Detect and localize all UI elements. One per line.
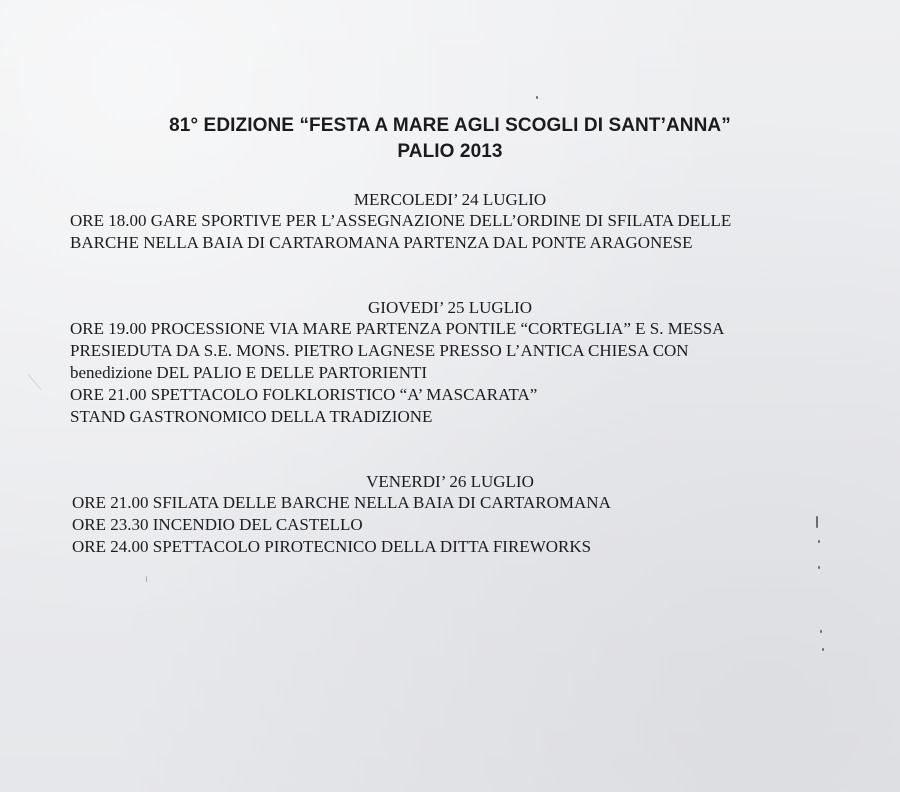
day-heading-wednesday: MERCOLEDI’ 24 LUGLIO [353,190,547,209]
schedule-line: ORE 18.00 GARE SPORTIVE PER L’ASSEGNAZIONE DELL’ORDINE DI SFILATA DELLE [70,211,732,230]
scan-speck [818,566,820,569]
schedule-line: STAND GASTRONOMICO DELLA TRADIZIONE [70,407,433,426]
scan-speck [820,630,822,633]
scan-speck [816,516,818,528]
schedule-line: BARCHE NELLA BAIA DI CARTAROMANA PARTENZA DAL PONTE ARAGONESE [70,233,693,252]
day-heading-thursday: GIOVEDI’ 25 LUGLIO [368,298,532,317]
schedule-line: ORE 19.00 PROCESSIONE VIA MARE PARTENZA PONTILE “CORTEGLIA” E S. MESSA [70,319,725,338]
schedule-line: ORE 21.00 SFILATA DELLE BARCHE NELLA BAIA DI CARTAROMANA [72,493,611,512]
schedule-line: PRESIEDUTA DA S.E. MONS. PIETRO LAGNESE PRESSO L’ANTICA CHIESA CON [70,341,689,360]
schedule-line: ORE 24.00 SPETTACOLO PIROTECNICO DELLA DITTA FIREWORKS [72,537,592,556]
schedule-line: ORE 21.00 SPETTACOLO FOLKLORISTICO “A’ MASCARATA” [70,385,538,404]
schedule-line: benedizione DEL PALIO E DELLE PARTORIENTI [70,363,428,382]
scan-speck [822,648,824,651]
document-subtitle: PALIO 2013 [397,141,503,162]
document-title: 81° EDIZIONE “FESTA A MARE AGLI SCOGLI DI SANT’ANNA” [169,115,731,136]
schedule-line: ORE 23.30 INCENDIO DEL CASTELLO [72,515,363,534]
scan-speck [146,576,147,582]
day-heading-friday: VENERDI’ 26 LUGLIO [366,472,534,491]
scan-speck [28,374,42,390]
scan-speck [536,96,538,99]
scan-speck [818,540,820,543]
